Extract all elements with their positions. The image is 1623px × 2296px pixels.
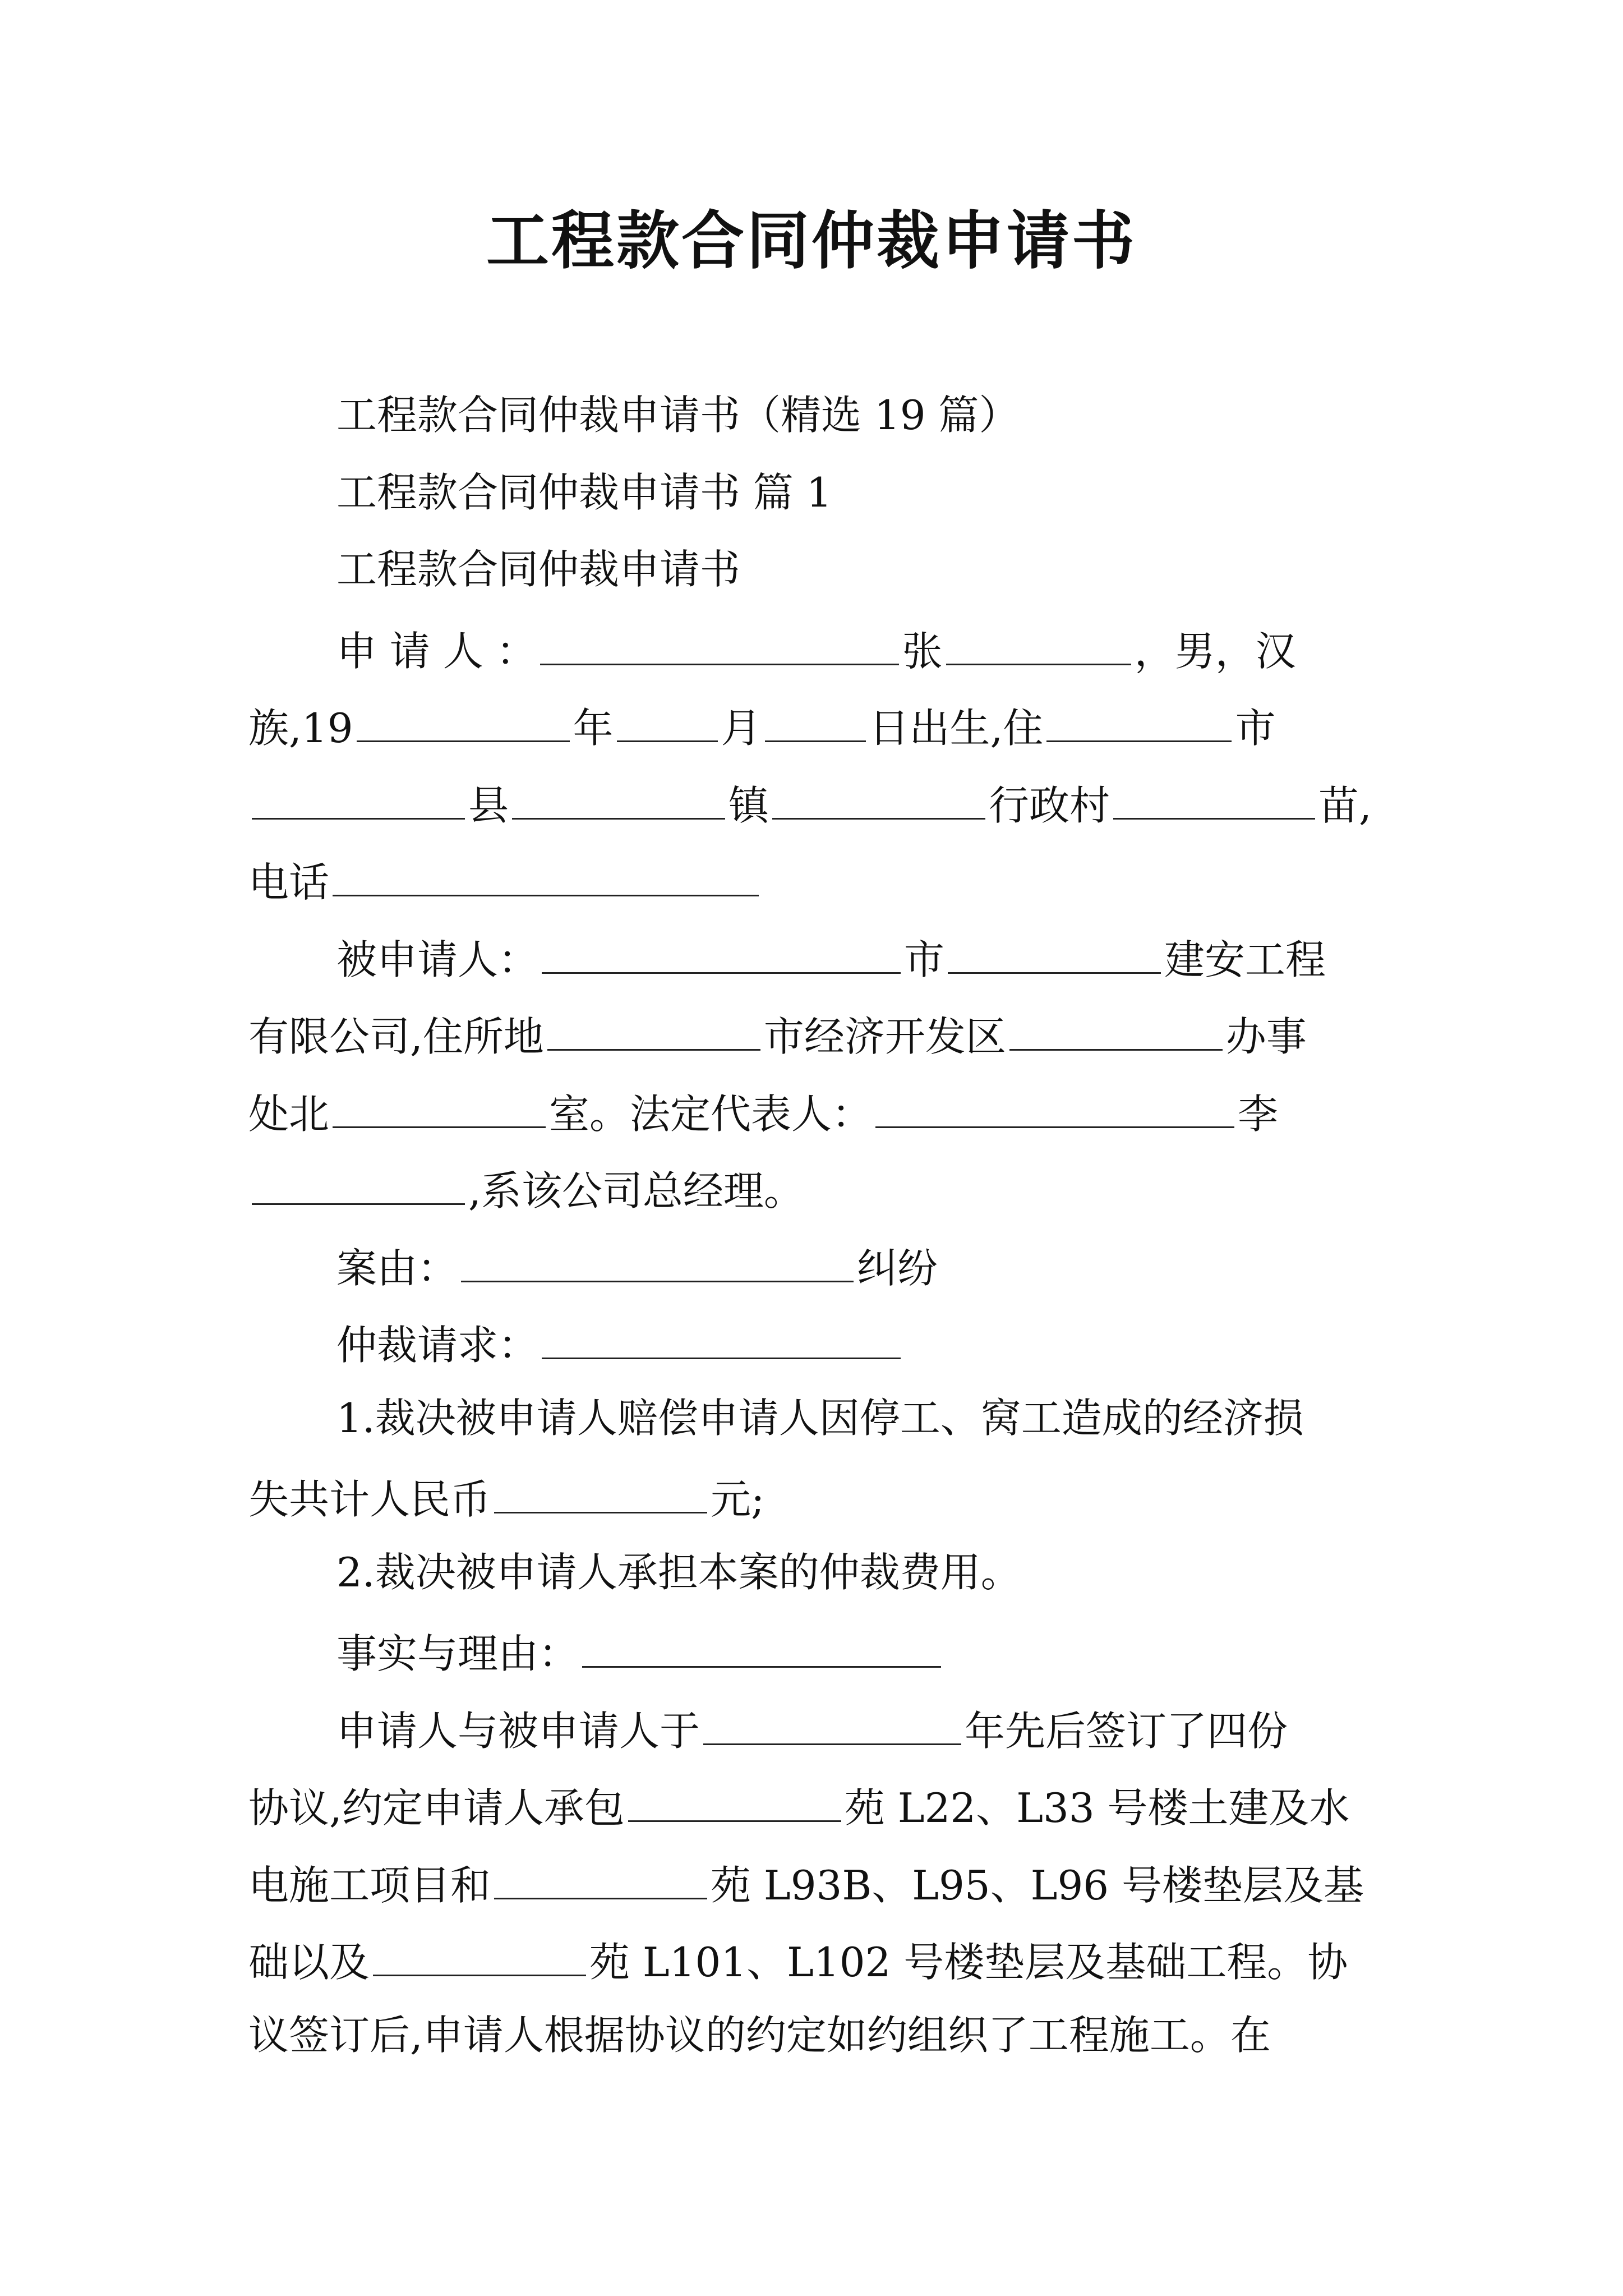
paragraph-line: 族,19 年 月 日出生,住 市 <box>248 696 1275 756</box>
blank-underline <box>765 696 866 742</box>
blank-underline <box>582 1621 941 1668</box>
blank-underline <box>333 1082 546 1128</box>
paragraph-line: 础以及 苑 L101、L102 号楼垫层及基础工程。协 <box>248 1930 1348 1990</box>
paragraph-line: 议签订后,申请人根据协议的约定如约组织了工程施工。在 <box>248 2012 1271 2059</box>
paragraph-line: 电话 <box>248 850 762 910</box>
blank-underline <box>252 773 465 820</box>
blank-underline <box>1009 1004 1223 1051</box>
paragraph-line: ,系该公司总经理。 <box>248 1158 804 1219</box>
paragraph-line: 工程款合同仲裁申请书 <box>336 546 741 593</box>
blank-underline <box>512 773 725 820</box>
paragraph-line: 事实与理由： <box>336 1621 944 1682</box>
blank-underline <box>373 1930 586 1976</box>
section-heading: 工程款合同仲裁申请书 篇 1 <box>336 469 832 516</box>
paragraph-line: 处北 室。法定代表人： 李 <box>248 1082 1278 1142</box>
subtitle-line: 工程款合同仲裁申请书（精选 19 篇） <box>336 392 1020 439</box>
blank-underline <box>461 1236 854 1282</box>
blank-underline <box>494 1853 707 1899</box>
blank-underline <box>333 850 759 896</box>
blank-underline <box>252 1158 465 1205</box>
blank-underline <box>948 927 1161 974</box>
paragraph-line: 失共计人民币 元; <box>248 1467 764 1527</box>
paragraph-line: 县 镇 行政村 苗, <box>248 773 1372 834</box>
blank-underline <box>357 696 570 742</box>
paragraph-line: 案由： 纠纷 <box>336 1236 938 1296</box>
paragraph-line: 2.裁决被申请人承担本案的仲裁费用。 <box>336 1549 1021 1596</box>
blank-underline <box>875 1082 1234 1128</box>
blank-underline <box>946 619 1131 665</box>
blank-underline <box>772 773 985 820</box>
blank-underline <box>628 1775 841 1822</box>
paragraph-line: 有限公司,住所地 市经济开发区 办事 <box>248 1004 1307 1065</box>
paragraph-line: 电施工项目和 苑 L93B、L95、L96 号楼垫层及基 <box>248 1853 1364 1913</box>
blank-underline <box>1113 773 1315 820</box>
blank-underline <box>1046 696 1232 742</box>
paragraph-line: 被申请人： 市 建安工程 <box>336 927 1326 988</box>
blank-underline <box>617 696 718 742</box>
blank-underline <box>542 1313 901 1359</box>
blank-underline <box>540 619 899 665</box>
paragraph-line: 申 请 人 ： 张 ，男，汉 <box>336 619 1296 679</box>
paragraph-line: 1.裁决被申请人赔偿申请人因停工、窝工造成的经济损 <box>336 1395 1304 1442</box>
blank-underline <box>547 1004 760 1051</box>
paragraph-line: 申请人与被申请人于 年先后签订了四份 <box>336 1699 1288 1759</box>
blank-underline <box>542 927 901 974</box>
paragraph-line: 仲裁请求： <box>336 1313 904 1373</box>
paragraph-line: 协议,约定申请人承包 苑 L22、L33 号楼土建及水 <box>248 1775 1350 1836</box>
blank-underline <box>494 1467 707 1513</box>
document-title: 工程款合同仲裁申请书 <box>486 204 1137 278</box>
blank-underline <box>703 1699 961 1745</box>
